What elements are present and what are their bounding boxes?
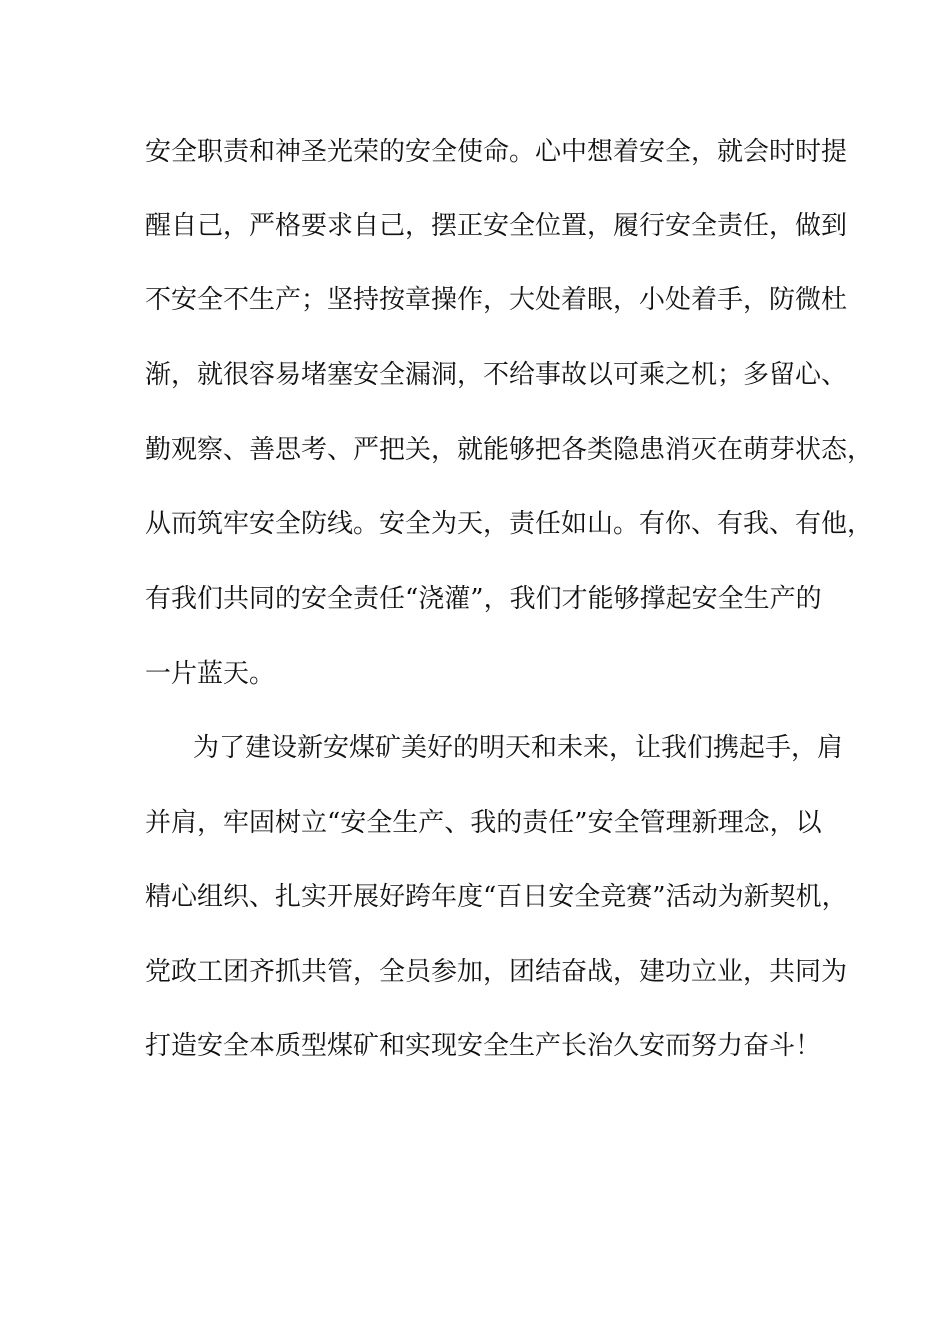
- paragraph-1-line-7: 有我们共同的安全责任“浇灌”，我们才能够撑起安全生产的: [145, 584, 822, 614]
- paragraph-1-line-3: 不安全不生产；坚持按章操作，大处着眼，小处着手，防微杜: [145, 285, 848, 315]
- paragraph-1-line-1: 安全职责和神圣光荣的安全使命。心中想着安全，就会时时提: [145, 137, 848, 167]
- paragraph-2-line-3: 精心组织、扎实开展好跨年度“百日安全竞赛”活动为新契机，: [145, 882, 848, 912]
- paragraph-2-line-1: 为了建设新安煤矿美好的明天和未来，让我们携起手，肩: [193, 733, 844, 763]
- paragraph-2-line-4: 党政工团齐抓共管，全员参加，团结奋战，建功立业，共同为: [145, 957, 848, 987]
- paragraph-2-line-5: 打造安全本质型煤矿和实现安全生产长治久安而努力奋斗！: [145, 1031, 822, 1061]
- paragraph-2-line-2: 并肩，牢固树立“安全生产、我的责任”安全管理新理念，以: [145, 808, 822, 838]
- paragraph-1-line-8: 一片蓝天。: [145, 659, 276, 689]
- paragraph-1-line-4: 渐，就很容易堵塞安全漏洞，不给事故以可乘之机；多留心、: [145, 360, 848, 390]
- paragraph-1-line-5: 勤观察、善思考、严把关，就能够把各类隐患消灭在萌芽状态，: [145, 435, 874, 465]
- paragraph-1-line-2: 醒自己，严格要求自己，摆正安全位置，履行安全责任，做到: [145, 211, 848, 241]
- paragraph-1-line-6: 从而筑牢安全防线。安全为天，责任如山。有你、有我、有他，: [145, 509, 874, 539]
